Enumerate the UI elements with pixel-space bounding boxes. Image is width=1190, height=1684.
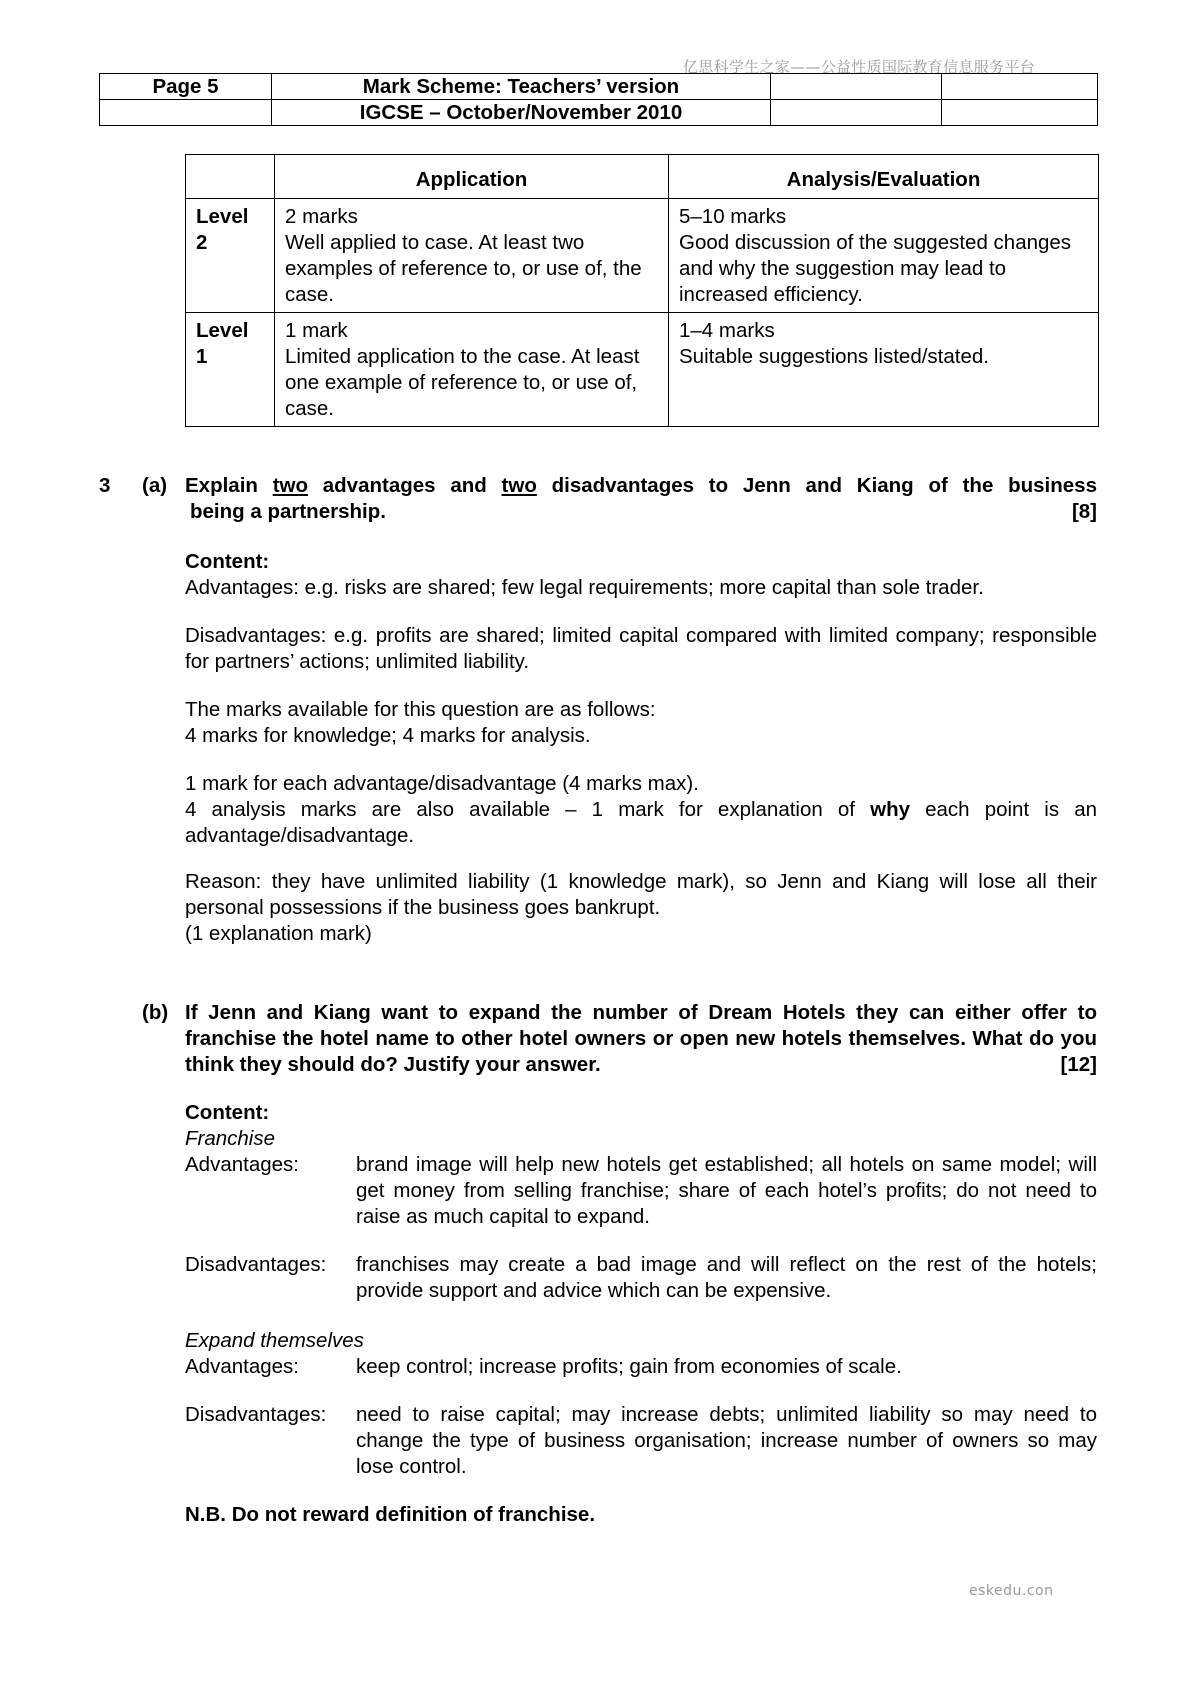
mark-rule-2: 4 analysis marks are also available – 1 mark for explanation of why each point is an advantage/disadvantage.: [185, 798, 1097, 847]
question-marks: [12]: [1060, 1053, 1097, 1076]
header-empty-cell: [771, 100, 942, 126]
header-empty-cell: [942, 100, 1098, 126]
marks-available-line1: The marks available for this question are as follows:: [185, 698, 656, 721]
advantages-text: Advantages: e.g. risks are shared; few legal requirements; more capital than sole trader.: [185, 576, 984, 599]
application-text: Well applied to case. At least two examples of reference to, or use of, the case.: [285, 231, 642, 306]
watermark-top: 亿思科学生之家——公益性质国际教育信息服务平台: [683, 58, 1035, 76]
header-page-number: Page 5: [100, 74, 272, 100]
franchise-advantages-text: brand image will help new hotels get established; all hotels on same model; will get money from selling franchise; share of each hotel’s profits; do not need to raise as much capital to expand.: [356, 1153, 1097, 1228]
application-cell: [275, 199, 669, 313]
expand-advantages-text: keep control; increase profits; gain from economies of scale.: [356, 1355, 902, 1378]
application-marks: 1 mark: [285, 319, 348, 342]
expand-disadvantages-text: need to raise capital; may increase debts; unlimited liability so may need to change the type of business organisation; increase number of owners so may lose control.: [356, 1403, 1097, 1478]
disadvantages-label: Disadvantages:: [185, 1253, 327, 1276]
question-3a-line2: being a partnership. [8]: [190, 500, 1097, 523]
question-3a-line1: Explain two advantages and two disadvantages to Jenn and Kiang of the business: [185, 474, 1097, 497]
nb-note: N.B. Do not reward definition of franchise.: [185, 1503, 596, 1526]
question-3b-text: If Jenn and Kiang want to expand the number of Dream Hotels they can either offer to franchise the hotel name to other hotel owners or open new hotels themselves. What do you think they should do? Justify your answer. [12]: [185, 1001, 1097, 1076]
marks-available-line2: 4 marks for knowledge; 4 marks for analysis.: [185, 724, 591, 747]
application-text: Limited application to the case. At least one example of reference to, or use of, case.: [285, 345, 640, 420]
header-title: Mark Scheme: Teachers’ version: [272, 74, 771, 100]
analysis-cell: [669, 199, 1099, 313]
content-heading: Content:: [185, 550, 270, 573]
advantages-label: Advantages:: [185, 1355, 299, 1378]
analysis-marks: 5–10 marks: [679, 205, 787, 228]
analysis-marks: 1–4 marks: [679, 319, 775, 342]
disadvantages-label: Disadvantages:: [185, 1403, 327, 1426]
header-empty-cell: [100, 100, 272, 126]
table-row: [186, 199, 1099, 313]
disadvantages-text: Disadvantages: e.g. profits are shared; limited capital compared with limited company; responsible for partners’ actions; unlimited liability.: [185, 624, 1097, 673]
col-analysis-header: Analysis/Evaluation: [669, 155, 1099, 199]
watermark-bottom: eskedu.con: [969, 1583, 1054, 1599]
question-number: 3: [99, 474, 111, 497]
advantages-label: Advantages:: [185, 1153, 299, 1176]
mark-rule-1: 1 mark for each advantage/disadvantage (4 marks max).: [185, 772, 699, 795]
header-empty-cell: [771, 74, 942, 100]
col-application-header: Application: [275, 155, 669, 199]
franchise-disadvantages-text: franchises may create a bad image and will reflect on the rest of the hotels; provide support and advice which can be expensive.: [356, 1253, 1097, 1302]
analysis-text: Good discussion of the suggested changes and why the suggestion may lead to increased efficiency.: [679, 231, 1072, 306]
reason-text: Reason: they have unlimited liability (1 knowledge mark), so Jenn and Kiang will lose all their personal possessions if the business goes bankrupt.: [185, 870, 1097, 919]
application-marks: 2 marks: [285, 205, 358, 228]
question-part-label: (b): [142, 1001, 169, 1024]
franchise-heading: Franchise: [185, 1127, 276, 1150]
reason-explanation: (1 explanation mark): [185, 922, 372, 945]
page-header-table: [99, 73, 1098, 126]
question-marks: [8]: [1071, 500, 1097, 523]
levels-table: [185, 154, 1099, 427]
level-label: Level 2: [186, 199, 275, 313]
levels-corner-cell: [186, 155, 275, 199]
application-cell: [275, 313, 669, 427]
level-label: Level 1: [186, 313, 275, 427]
header-exam: IGCSE – October/November 2010: [272, 100, 771, 126]
analysis-text: Suitable suggestions listed/stated.: [679, 345, 989, 368]
expand-heading: Expand themselves: [185, 1329, 364, 1352]
header-empty-cell: [942, 74, 1098, 100]
table-row: [186, 313, 1099, 427]
question-part-label: (a): [142, 474, 168, 497]
analysis-cell: [669, 313, 1099, 427]
content-heading: Content:: [185, 1101, 270, 1124]
